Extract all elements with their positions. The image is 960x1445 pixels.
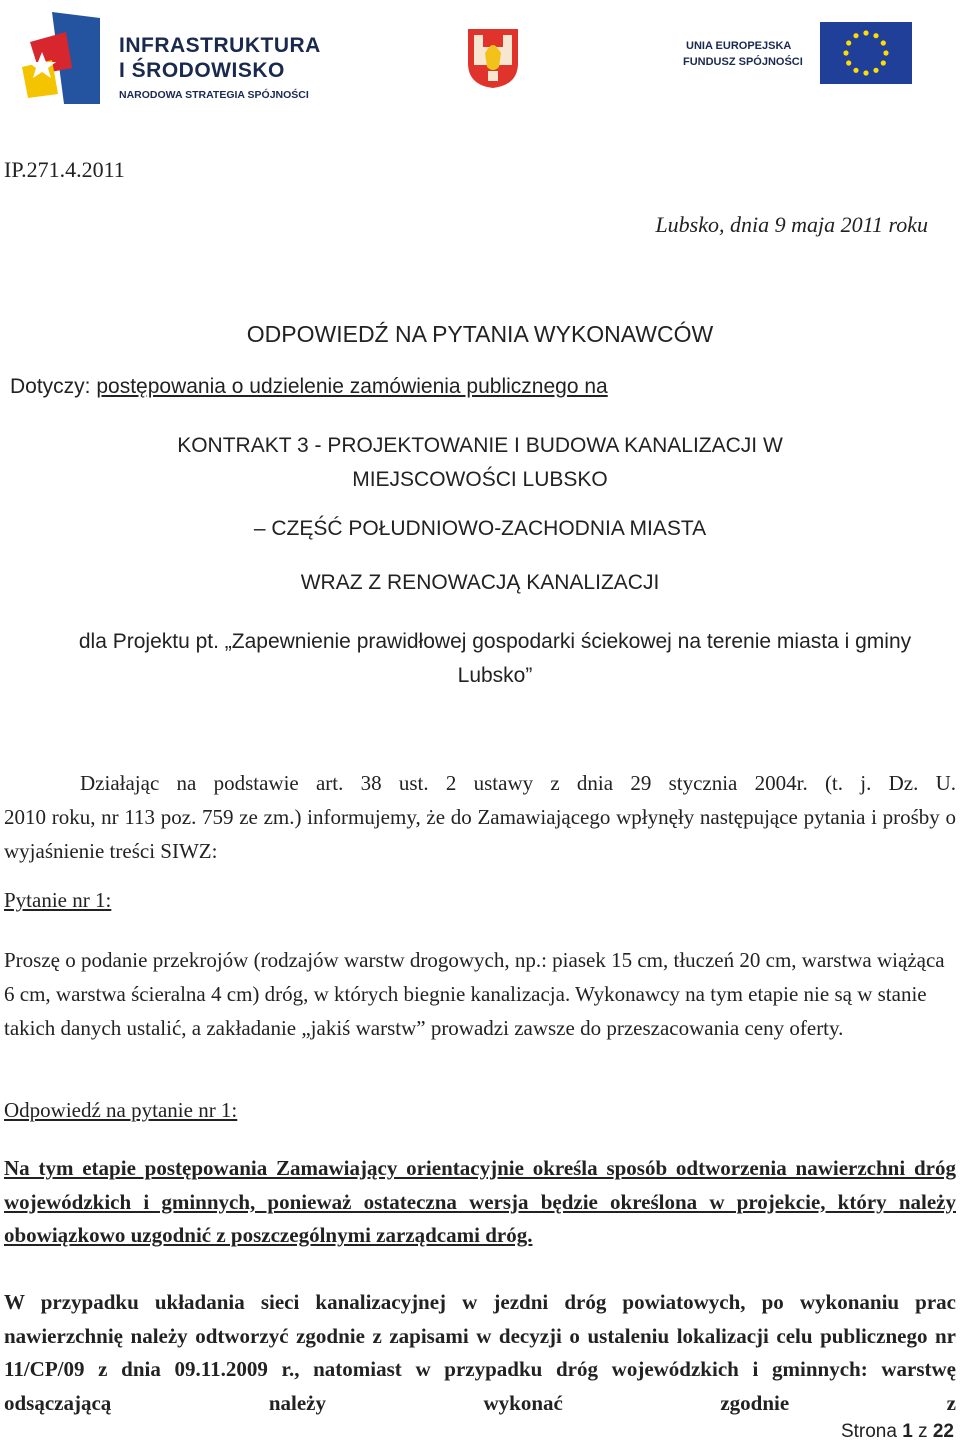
contract-part: – CZĘŚĆ POŁUDNIOWO-ZACHODNIA MIASTA <box>253 517 707 540</box>
logo-line2: I ŚRODOWISKO <box>119 59 285 82</box>
contract-renovation: WRAZ Z RENOWACJĄ KANALIZACJI <box>300 571 660 594</box>
answer-paragraph-2: W przypadku układania sieci kanalizacyjnej w jezdni dróg powiatowych, po wykonaniu prac nawierzchnię należy odtworzyć zgodnie z zapisami w decyzji o ustaleniu lokalizacji celu publicznego nr 11/CP/09 z dnia 09.11.2009 r., natomiast w przypadku dróg wojewódzkich i gminnych: warstwę odsączającą należy wykonać zgodnie z <box>4 1290 956 1415</box>
project-title: dla Projektu pt. „Zapewnienie prawidłowej gospodarki ściekowej na terenie miasta i gminy Lubsko” <box>78 630 912 687</box>
page-separator: z <box>912 1421 933 1442</box>
contract-title-line2: MIEJSCOWOŚCI LUBSKO <box>352 468 608 491</box>
subject-label: Dotyczy: <box>10 375 97 398</box>
subject-line <box>10 375 608 399</box>
document-title: ODPOWIEDŹ NA PYTANIA WYKONAWCÓW <box>246 321 714 347</box>
logo-line3: NARODOWA STRATEGIA SPÓJNOŚCI <box>119 89 309 101</box>
logo-line1: INFRASTRUKTURA <box>119 34 321 57</box>
answer-heading: Odpowiedź na pytanie nr 1: <box>4 1098 238 1122</box>
eu-line2: FUNDUSZ SPÓJNOŚCI <box>683 56 803 68</box>
intro-rest: 2010 roku, nr 113 poz. 759 ze zm.) informujemy, że do Zamawiającego wpłynęły następujące pytania i prośby o wyjaśnienie treści SIWZ: <box>4 805 956 863</box>
answer-paragraph-1: Na tym etapie postępowania Zamawiający orientacyjnie określa sposób odtworzenia nawierzchni dróg wojewódzkich i gminnych, ponieważ ostateczna wersja będzie określona w projekcie, który należy obowiązkowo uzgodnić z poszczególnymi zarządcami dróg. <box>4 1156 956 1247</box>
lubsko-crest-icon <box>466 27 520 89</box>
page-label: Strona <box>840 1421 903 1442</box>
page-number <box>841 1421 954 1443</box>
eu-line1: UNIA EUROPEJSKA <box>686 40 792 52</box>
subject-text: postępowania o udzielenie zamówienia publicznego na <box>96 375 608 398</box>
intro-line1: Działając na podstawie art. 38 ust. 2 ustawy z dnia 29 stycznia 2004r. (t. j. Dz. U. <box>80 771 956 795</box>
infrastruktura-logo <box>22 12 322 104</box>
intro-paragraph <box>4 766 956 868</box>
page-total: 22 <box>932 1421 954 1442</box>
page-current: 1 <box>902 1421 913 1442</box>
question-heading: Pytanie nr 1: <box>4 888 112 912</box>
question-text: Proszę o podanie przekrojów (rodzajów warstw drogowych, np.: piasek 15 cm, tłuczeń 20 cm, warstwa wiążąca 6 cm, warstwa ścieralna 4 cm) dróg, w których biegnie kanalizacja. Wykonawcy na tym etapie nie są w stanie takich danych ustalić, a zakładanie „jakiś warstw” prowadzi zawsze do przeszacowania ceny oferty. <box>4 948 945 1040</box>
reference-number: IP.271.4.2011 <box>4 157 125 182</box>
contract-title <box>0 429 960 497</box>
eu-flag-icon <box>820 22 912 84</box>
infrastruktura-logo-icon <box>22 12 100 104</box>
document-date: Lubsko, dnia 9 maja 2011 roku <box>655 212 928 237</box>
eu-cohesion-fund-logo <box>660 18 912 88</box>
contract-title-line1: KONTRAKT 3 - PROJEKTOWANIE I BUDOWA KANALIZACJI W <box>177 434 783 457</box>
